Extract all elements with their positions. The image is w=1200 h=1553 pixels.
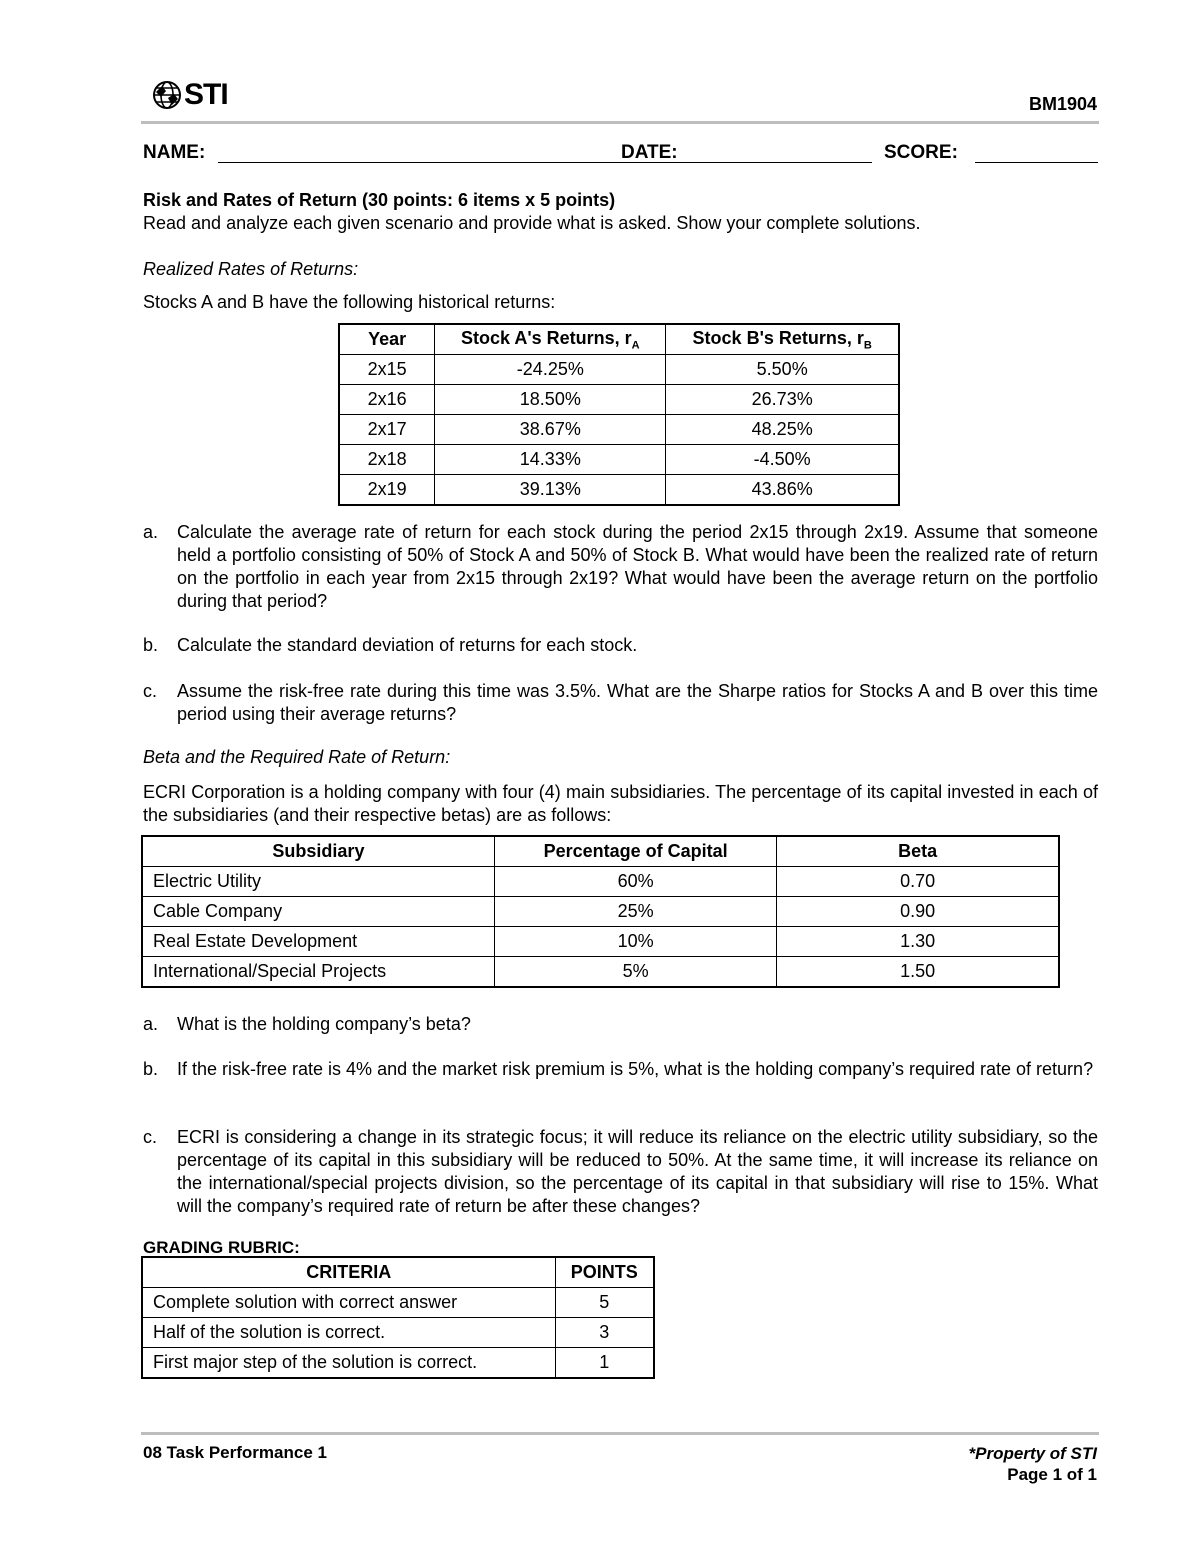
question-2c: c. ECRI is considering a change in its strategic focus; it will reduce its reliance on the electric utility subsidiary, so the percentage of its capital in this subsidiary will be reduced to 50%. At the same time, it will increase its reliance on the international/special projects division, so the percentage of its capital in that subsidiary will rise to 15%. What will the company’s required rate of return be after these changes? (143, 1127, 1098, 1216)
cell-stock-b: 26.73% (666, 385, 899, 415)
header-stock-a: Stock A's Returns, $r_A$ (435, 324, 666, 355)
cell-stock-b: 48.25% (666, 415, 899, 445)
cell-points: 5 (555, 1288, 654, 1318)
header-rule (141, 121, 1099, 124)
cell-criteria: Complete solution with correct answer (142, 1288, 555, 1318)
cell-stock-a: 18.50% (435, 385, 666, 415)
cell-beta: 0.70 (777, 867, 1059, 897)
table-row (339, 385, 899, 415)
cell-year: 2x17 (339, 415, 435, 445)
footer-page-number: Page 1 of 1 (1007, 1465, 1097, 1484)
header-points: POINTS (555, 1257, 654, 1288)
globe-icon (152, 80, 182, 110)
header-criteria: CRITERIA (142, 1257, 555, 1288)
header-subsidiary: Subsidiary (142, 836, 494, 867)
question-1b: b. Calculate the standard deviation of returns for each stock. (143, 635, 638, 655)
cell-year: 2x18 (339, 445, 435, 475)
table-row (142, 1288, 654, 1318)
table-row (339, 445, 899, 475)
table-header-row (339, 324, 899, 355)
section1-intro: Stocks A and B have the following historical returns: (143, 292, 556, 312)
stock-returns-table (338, 323, 900, 506)
cell-subsidiary: Electric Utility (142, 867, 494, 897)
rubric-title: GRADING RUBRIC: (143, 1238, 300, 1257)
table-header-row (142, 1257, 654, 1288)
footer-task-label: 08 Task Performance 1 (143, 1443, 327, 1462)
footer-rule (141, 1432, 1099, 1435)
question-1a: a. Calculate the average rate of return for each stock during the period 2x15 through 2x19. Assume that someone held a portfolio consisting of 50% of Stock A and 50% of Stock B. What would have been the realized rate of return on the portfolio in each year from 2x15 through 2x19? What would have been the average return on the portfolio during that period? (143, 522, 1098, 611)
rubric-table (141, 1256, 655, 1379)
section2-heading: Beta and the Required Rate of Return: (143, 747, 451, 767)
cell-criteria: Half of the solution is correct. (142, 1318, 555, 1348)
date-field[interactable] (694, 162, 872, 163)
table-row (142, 897, 1059, 927)
cell-subsidiary: International/Special Projects (142, 957, 494, 988)
score-label: SCORE: (884, 142, 958, 163)
cell-percentage: 60% (494, 867, 776, 897)
cell-year: 2x19 (339, 475, 435, 506)
table-row (142, 867, 1059, 897)
student-info-row (143, 142, 1098, 166)
header-stock-b: Stock B's Returns, $r_B$ (666, 324, 899, 355)
document-code: BM1904 (1028, 94, 1097, 114)
footer-property: *Property of STI (968, 1444, 1097, 1463)
cell-subsidiary: Real Estate Development (142, 927, 494, 957)
header-year: Year (339, 324, 435, 355)
cell-beta: 0.90 (777, 897, 1059, 927)
table-row (339, 355, 899, 385)
header-percentage: Percentage of Capital (494, 836, 776, 867)
table-row (142, 927, 1059, 957)
date-label: DATE: (621, 142, 678, 163)
cell-points: 3 (555, 1318, 654, 1348)
cell-subsidiary: Cable Company (142, 897, 494, 927)
cell-stock-a: 39.13% (435, 475, 666, 506)
cell-stock-b: 5.50% (666, 355, 899, 385)
cell-stock-a: 14.33% (435, 445, 666, 475)
cell-percentage: 10% (494, 927, 776, 957)
score-field[interactable] (975, 162, 1098, 163)
name-label: NAME: (143, 142, 206, 163)
cell-beta: 1.30 (777, 927, 1059, 957)
cell-stock-b: -4.50% (666, 445, 899, 475)
table-row (142, 957, 1059, 988)
table-row (339, 475, 899, 506)
cell-beta: 1.50 (777, 957, 1059, 988)
section1-heading: Realized Rates of Returns: (143, 259, 359, 279)
cell-year: 2x16 (339, 385, 435, 415)
cell-percentage: 5% (494, 957, 776, 988)
section2-intro: ECRI Corporation is a holding company with four (4) main subsidiaries. The percentage of its capital invested in each of the subsidiaries (and their respective betas) are as follows: (143, 782, 1098, 825)
cell-stock-a: -24.25% (435, 355, 666, 385)
page-title: Risk and Rates of Return (30 points: 6 items x 5 points) (143, 190, 616, 210)
sti-logo (152, 78, 228, 112)
table-row (142, 1318, 654, 1348)
cell-percentage: 25% (494, 897, 776, 927)
cell-points: 1 (555, 1348, 654, 1379)
cell-stock-b: 43.86% (666, 475, 899, 506)
cell-criteria: First major step of the solution is correct. (142, 1348, 555, 1379)
logo-text: STI (184, 78, 228, 111)
cell-year: 2x15 (339, 355, 435, 385)
question-2b: b. If the risk-free rate is 4% and the market risk premium is 5%, what is the holding company’s required rate of return? (143, 1059, 1094, 1079)
instructions: Read and analyze each given scenario and provide what is asked. Show your complete solutions. (143, 213, 921, 233)
subsidiary-table (141, 835, 1060, 988)
footer-right (969, 1443, 1097, 1485)
table-row (339, 415, 899, 445)
cell-stock-a: 38.67% (435, 415, 666, 445)
question-1c: c. Assume the risk-free rate during this time was 3.5%. What are the Sharpe ratios for Stocks A and B over this time period using their average returns? (143, 681, 1098, 724)
header-beta: Beta (777, 836, 1059, 867)
table-row (142, 1348, 654, 1379)
table-header-row (142, 836, 1059, 867)
question-2a: a. What is the holding company’s beta? (143, 1014, 471, 1034)
